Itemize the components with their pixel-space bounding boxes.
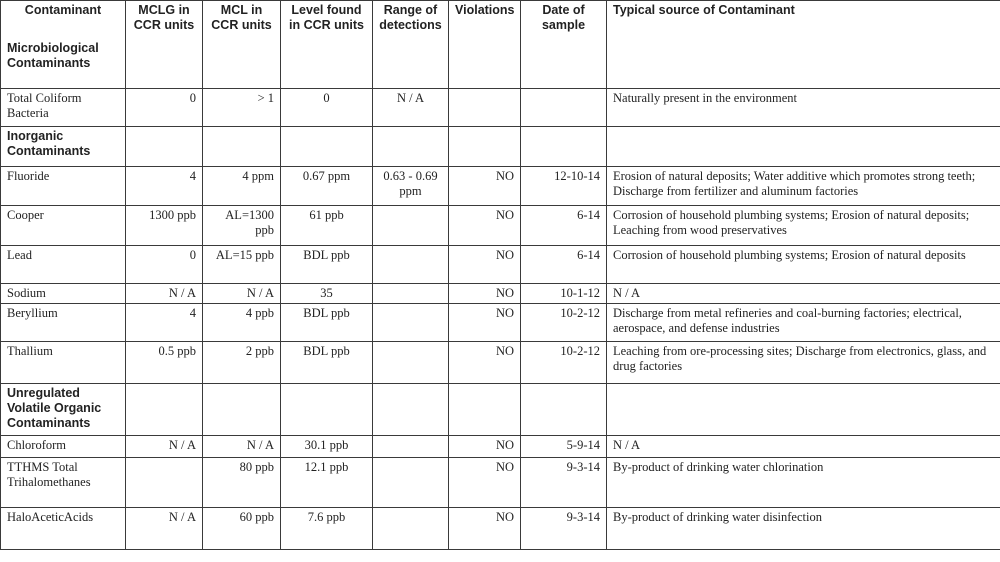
cell-mcl: N / A <box>203 436 281 458</box>
cell-level: BDL ppb <box>281 304 373 342</box>
empty-cell <box>373 384 449 436</box>
empty-cell <box>281 127 373 167</box>
cell-violations: NO <box>449 436 521 458</box>
empty-cell <box>126 127 203 167</box>
cell-date: 12-10-14 <box>521 167 607 206</box>
header-contaminant <box>1 1 126 89</box>
table-row <box>1 304 1000 342</box>
header-range: Range of detections <box>373 1 449 89</box>
cell-date: 9-3-14 <box>521 458 607 508</box>
cell-range <box>373 284 449 304</box>
cell-violations: NO <box>449 508 521 550</box>
cell-level: BDL ppb <box>281 342 373 384</box>
cell-violations: NO <box>449 206 521 246</box>
cell-mcl: 4 ppm <box>203 167 281 206</box>
cell-mclg: 0.5 ppb <box>126 342 203 384</box>
section-row <box>1 384 1000 436</box>
cell-source: Corrosion of household plumbing systems; Erosion of natural deposits; Leaching from wood preservatives <box>607 206 1000 246</box>
cell-contaminant: Fluoride <box>1 167 126 206</box>
empty-cell <box>203 384 281 436</box>
cell-source: N / A <box>607 284 1000 304</box>
empty-cell <box>521 127 607 167</box>
cell-violations: NO <box>449 246 521 284</box>
cell-violations <box>449 89 521 127</box>
cell-source: Erosion of natural deposits; Water additive which promotes strong teeth; Discharge from fertilizer and aluminum factories <box>607 167 1000 206</box>
cell-mclg: 0 <box>126 89 203 127</box>
cell-level: 0 <box>281 89 373 127</box>
cell-date: 6-14 <box>521 246 607 284</box>
cell-source: Discharge from metal refineries and coal-burning factories; electrical, aerospace, and defense industries <box>607 304 1000 342</box>
table-row <box>1 508 1000 550</box>
cell-date: 6-14 <box>521 206 607 246</box>
cell-date: 10-1-12 <box>521 284 607 304</box>
cell-mclg: 4 <box>126 304 203 342</box>
table-row <box>1 246 1000 284</box>
cell-mcl: 80 ppb <box>203 458 281 508</box>
cell-mclg: N / A <box>126 436 203 458</box>
cell-level: 12.1 ppb <box>281 458 373 508</box>
cell-range: 0.63 - 0.69 ppm <box>373 167 449 206</box>
table-body <box>1 89 1000 550</box>
empty-cell <box>203 127 281 167</box>
cell-range <box>373 246 449 284</box>
cell-violations: NO <box>449 284 521 304</box>
cell-mclg: 0 <box>126 246 203 284</box>
section-heading: Inorganic Contaminants <box>1 127 126 167</box>
header-subheading: Microbiological Contaminants <box>7 41 99 70</box>
cell-mcl: > 1 <box>203 89 281 127</box>
cell-mclg: 1300 ppb <box>126 206 203 246</box>
cell-range <box>373 508 449 550</box>
cell-mclg: N / A <box>126 284 203 304</box>
cell-level: 0.67 ppm <box>281 167 373 206</box>
cell-range <box>373 458 449 508</box>
table-row <box>1 167 1000 206</box>
cell-source: N / A <box>607 436 1000 458</box>
header-mclg: MCLG in CCR units <box>126 1 203 89</box>
cell-violations: NO <box>449 304 521 342</box>
empty-cell <box>281 384 373 436</box>
cell-contaminant: TTHMS Total Trihalomethanes <box>1 458 126 508</box>
section-row <box>1 127 1000 167</box>
cell-contaminant: Total Coliform Bacteria <box>1 89 126 127</box>
cell-range <box>373 206 449 246</box>
header-level: Level found in CCR units <box>281 1 373 89</box>
cell-date: 9-3-14 <box>521 508 607 550</box>
table-row <box>1 284 1000 304</box>
cell-level: 30.1 ppb <box>281 436 373 458</box>
cell-contaminant: Sodium <box>1 284 126 304</box>
cell-mclg: N / A <box>126 508 203 550</box>
cell-source: By-product of drinking water chlorination <box>607 458 1000 508</box>
cell-range <box>373 436 449 458</box>
table-row <box>1 206 1000 246</box>
cell-level: 7.6 ppb <box>281 508 373 550</box>
cell-source: By-product of drinking water disinfection <box>607 508 1000 550</box>
cell-violations: NO <box>449 342 521 384</box>
cell-source: Naturally present in the environment <box>607 89 1000 127</box>
cell-mclg: 4 <box>126 167 203 206</box>
cell-source: Leaching from ore-processing sites; Discharge from electronics, glass, and drug factories <box>607 342 1000 384</box>
header-contaminant-label: Contaminant <box>24 3 102 17</box>
cell-date: 10-2-12 <box>521 304 607 342</box>
cell-contaminant: Lead <box>1 246 126 284</box>
header-mcl: MCL in CCR units <box>203 1 281 89</box>
cell-mcl: 4 ppb <box>203 304 281 342</box>
cell-violations: NO <box>449 167 521 206</box>
cell-contaminant: Chloroform <box>1 436 126 458</box>
header-row <box>1 1 1000 89</box>
cell-date <box>521 89 607 127</box>
empty-cell <box>449 127 521 167</box>
empty-cell <box>607 127 1000 167</box>
cell-mcl: AL=15 ppb <box>203 246 281 284</box>
header-source: Typical source of Contaminant <box>607 1 1000 89</box>
cell-level: 61 ppb <box>281 206 373 246</box>
cell-date: 10-2-12 <box>521 342 607 384</box>
empty-cell <box>373 127 449 167</box>
cell-mclg <box>126 458 203 508</box>
cell-contaminant: Cooper <box>1 206 126 246</box>
table-row <box>1 342 1000 384</box>
cell-contaminant: HaloAceticAcids <box>1 508 126 550</box>
cell-range: N / A <box>373 89 449 127</box>
cell-contaminant: Thallium <box>1 342 126 384</box>
cell-level: BDL ppb <box>281 246 373 284</box>
cell-violations: NO <box>449 458 521 508</box>
cell-mcl: 2 ppb <box>203 342 281 384</box>
cell-source: Corrosion of household plumbing systems; Erosion of natural deposits <box>607 246 1000 284</box>
header-date: Date of sample <box>521 1 607 89</box>
cell-mcl: 60 ppb <box>203 508 281 550</box>
cell-range <box>373 304 449 342</box>
cell-contaminant: Beryllium <box>1 304 126 342</box>
table-row <box>1 458 1000 508</box>
header-violations: Violations <box>449 1 521 89</box>
empty-cell <box>126 384 203 436</box>
cell-level: 35 <box>281 284 373 304</box>
empty-cell <box>449 384 521 436</box>
empty-cell <box>607 384 1000 436</box>
section-heading: Unregulated Volatile Organic Contaminants <box>1 384 126 436</box>
cell-mcl: AL=1300 ppb <box>203 206 281 246</box>
cell-mcl: N / A <box>203 284 281 304</box>
empty-cell <box>521 384 607 436</box>
table-row <box>1 436 1000 458</box>
cell-date: 5-9-14 <box>521 436 607 458</box>
table-row <box>1 89 1000 127</box>
cell-range <box>373 342 449 384</box>
